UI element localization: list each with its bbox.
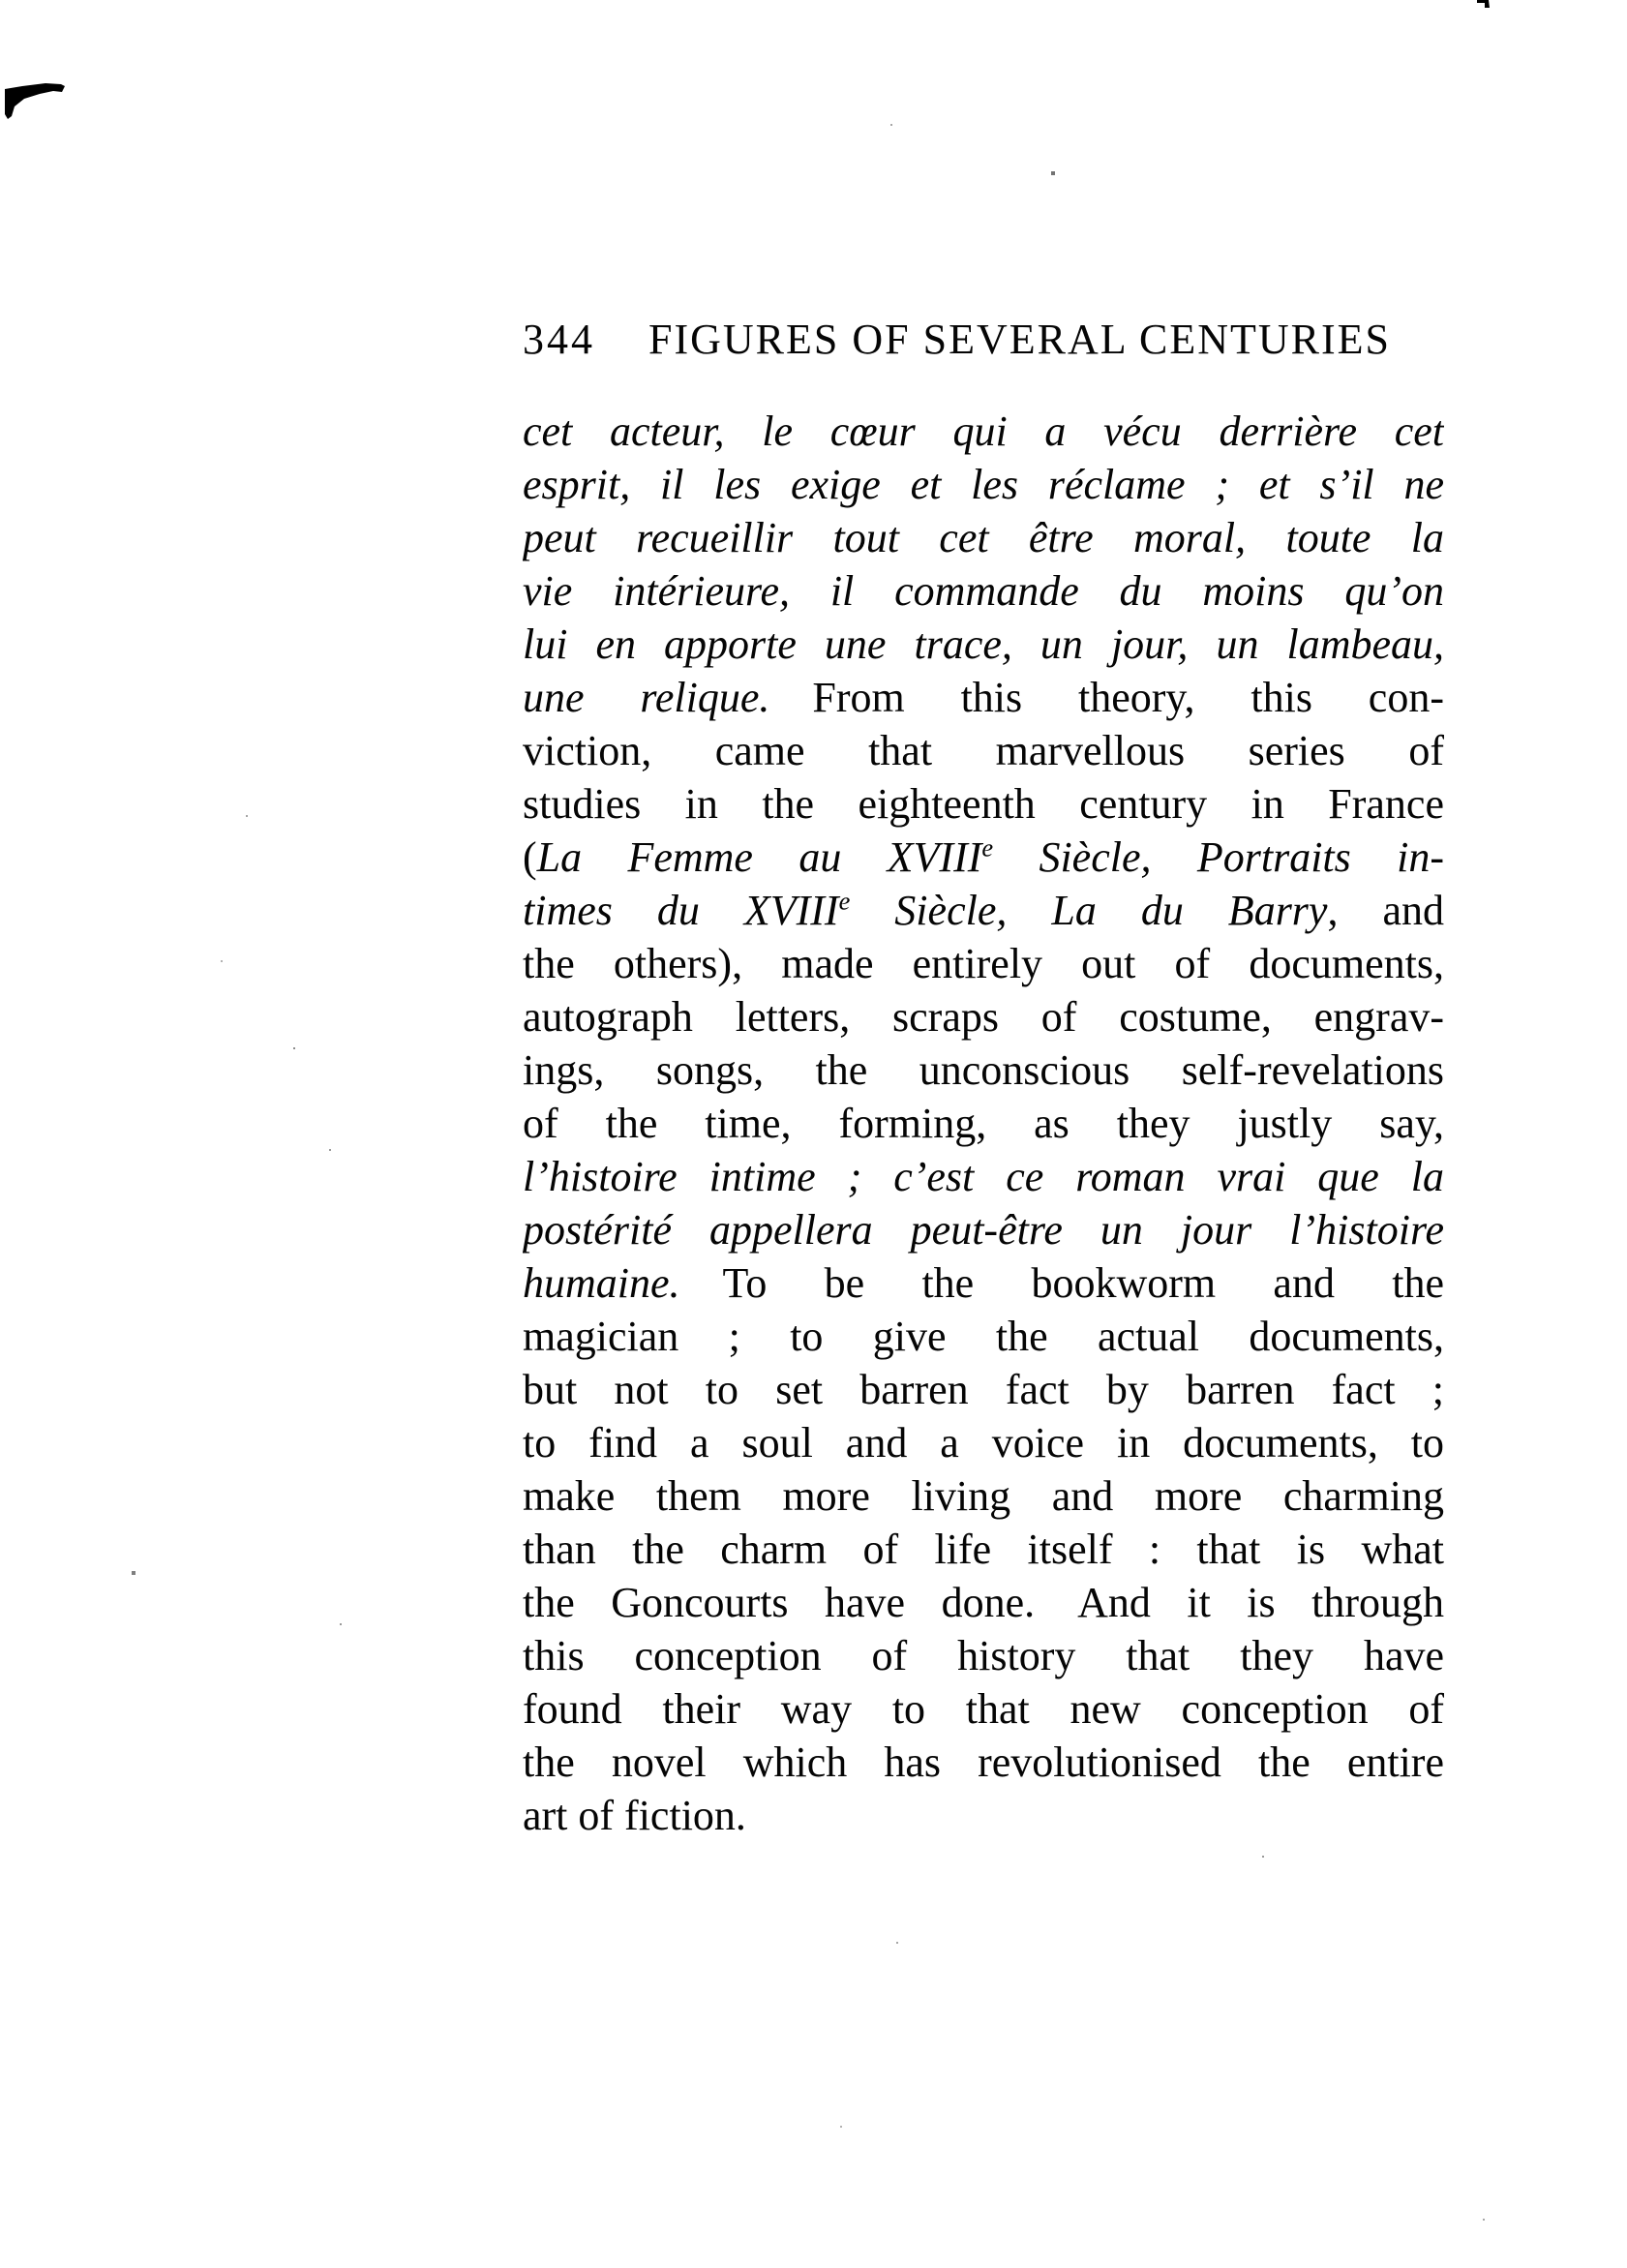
scan-speckles (0, 0, 2, 2)
text-segment: autograph letters, scraps of costume, engrav- (523, 993, 1444, 1041)
text-line (523, 1736, 1444, 1789)
text-line (523, 1150, 1444, 1203)
text-line (523, 1682, 1444, 1736)
text-line (523, 724, 1444, 777)
text-line (523, 618, 1444, 671)
text-segment: humaine. (523, 1259, 680, 1307)
body-text (523, 405, 1444, 1842)
text-segment: peut recueillir tout cet être moral, toute la (523, 514, 1444, 561)
scan-mark-top-left (5, 83, 67, 120)
text-segment: postérité appellera peut-être un jour l’histoire (523, 1206, 1444, 1254)
text-line (523, 1256, 1444, 1310)
page-header (523, 313, 1444, 366)
text-line (523, 777, 1444, 831)
text-line (523, 1097, 1444, 1150)
text-segment: viction, came that marvellous series of (523, 727, 1444, 774)
scan-mark-top-right (1477, 0, 1491, 10)
text-segment: make them more living and more charming (523, 1472, 1444, 1520)
text-line (523, 884, 1444, 937)
text-segment: vie intérieure, il commande du moins qu’on (523, 567, 1444, 615)
page-number: 344 (523, 316, 595, 363)
text-segment: studies in the eighteenth century in France (523, 780, 1444, 828)
text-line (523, 671, 1444, 724)
text-line (523, 1469, 1444, 1523)
text-line (523, 831, 1444, 884)
text-segment: this conception of history that they have (523, 1632, 1444, 1679)
text-line (523, 1523, 1444, 1576)
text-segment: e (838, 886, 851, 916)
text-line (523, 405, 1444, 458)
text-segment: esprit, il les exige et les réclame ; et s’il ne (523, 461, 1444, 508)
text-line (523, 1203, 1444, 1256)
text-segment: the Goncourts have done. And it is through (523, 1579, 1444, 1626)
text-line (523, 511, 1444, 564)
text-segment: the novel which has revolutionised the entire (523, 1739, 1444, 1786)
text-line (523, 458, 1444, 511)
text-segment: une relique. (523, 674, 770, 721)
page-content (523, 313, 1444, 1842)
text-segment: to find a soul and a voice in documents, to (523, 1419, 1444, 1467)
text-line (523, 1629, 1444, 1682)
text-segment: ( (523, 833, 537, 881)
text-segment: magician ; to give the actual documents, (523, 1313, 1444, 1360)
text-line (523, 990, 1444, 1043)
text-segment: lui en apporte une trace, un jour, un lambeau, (523, 620, 1444, 668)
text-line (523, 564, 1444, 618)
text-segment: To be the bookworm and the (679, 1259, 1444, 1307)
text-line (523, 1416, 1444, 1469)
text-segment: e (981, 832, 994, 862)
text-segment: the others), made entirely out of documents, (523, 940, 1444, 987)
text-segment: cet acteur, le cœur qui a vécu derrière cet (523, 408, 1444, 455)
text-segment: art of fiction. (523, 1792, 746, 1839)
running-title: FIGURES OF SEVERAL CENTURIES (648, 316, 1391, 363)
text-segment: From this theory, this con- (769, 674, 1444, 721)
text-segment: Siècle, Portraits in- (993, 833, 1444, 881)
text-line (523, 1310, 1444, 1363)
text-segment: than the charm of life itself : that is what (523, 1526, 1444, 1573)
text-segment: , and (1327, 887, 1444, 934)
text-segment: Siècle, La du Barry (850, 887, 1328, 934)
text-segment: ings, songs, the unconscious self-revelations (523, 1046, 1444, 1094)
text-segment: of the time, forming, as they justly say, (523, 1100, 1444, 1147)
text-segment: found their way to that new conception of (523, 1685, 1444, 1733)
text-line (523, 1363, 1444, 1416)
text-line (523, 937, 1444, 990)
text-line (523, 1043, 1444, 1097)
text-segment: La Femme au XVIII (536, 833, 982, 881)
text-line (523, 1576, 1444, 1629)
text-segment: but not to set barren fact by barren fact ; (523, 1366, 1444, 1413)
text-segment: times du XVIII (523, 887, 839, 934)
text-segment: l’histoire intime ; c’est ce roman vrai que la (523, 1153, 1444, 1200)
text-line (523, 1789, 1444, 1842)
